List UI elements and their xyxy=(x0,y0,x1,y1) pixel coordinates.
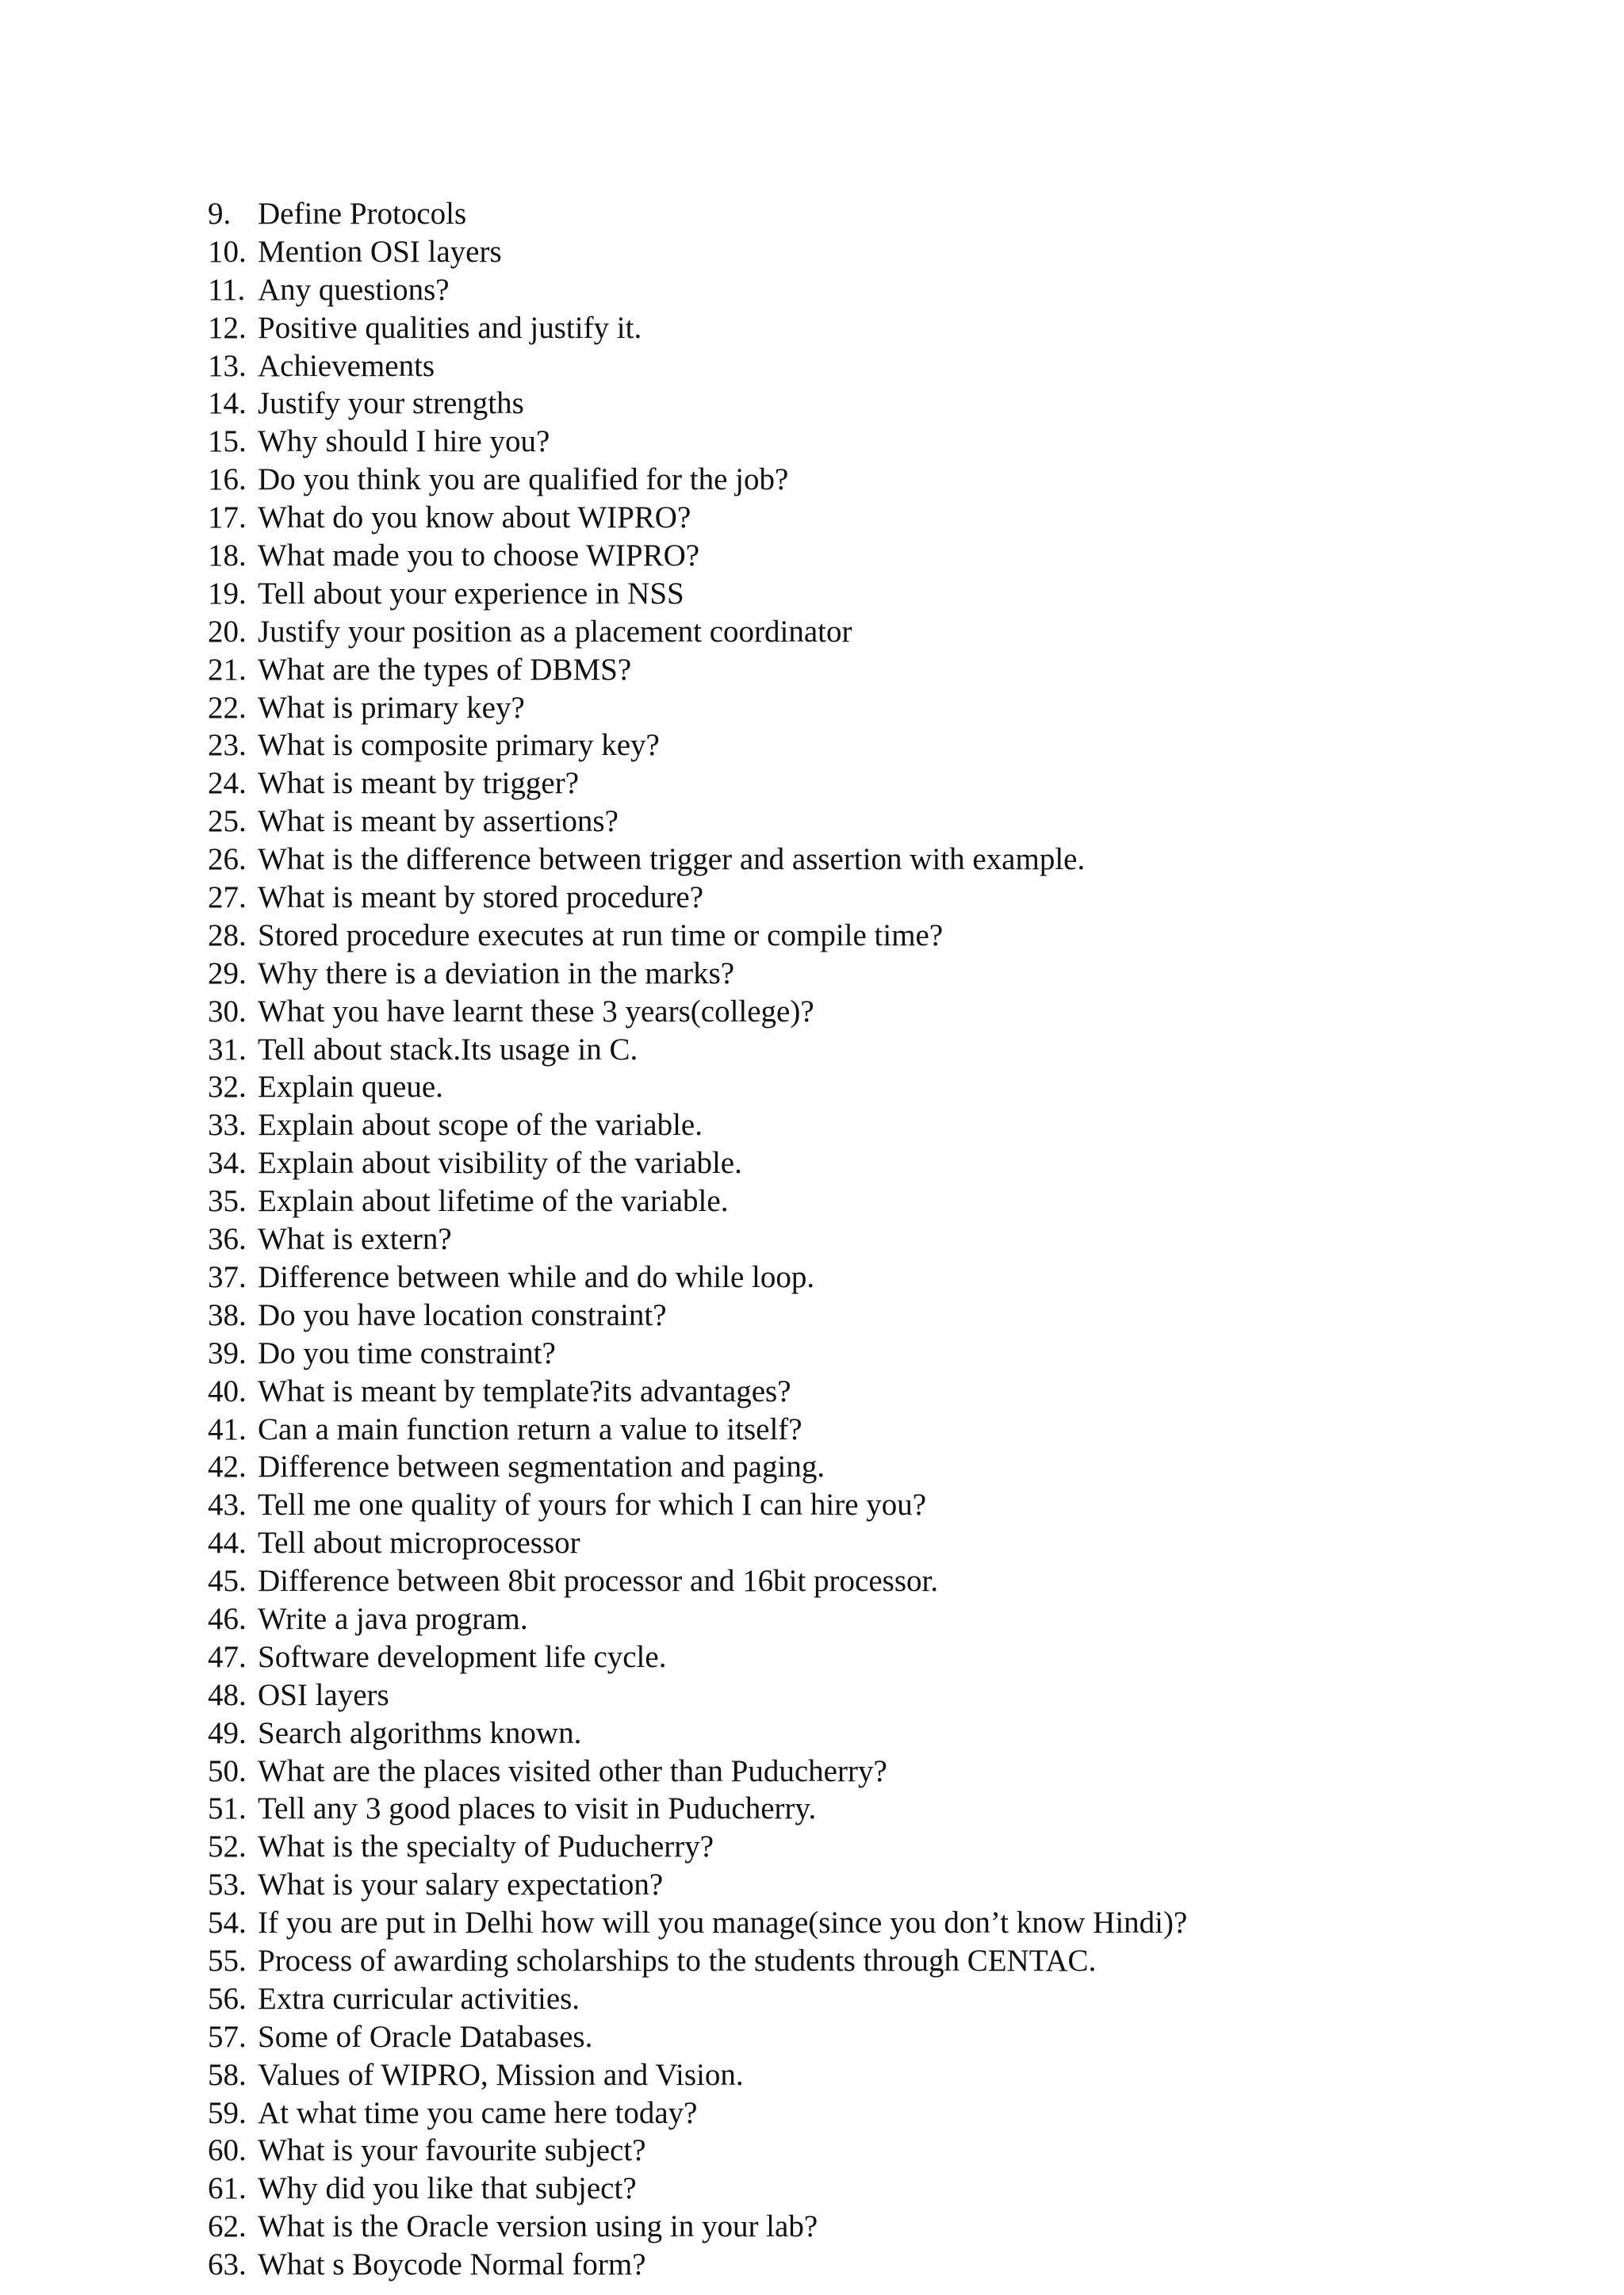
question-number: 32. xyxy=(208,1070,247,1105)
question-number: 36. xyxy=(208,1222,247,1257)
question-text: Define Protocols xyxy=(258,197,467,231)
question-item xyxy=(208,1904,1187,1942)
question-number: 10. xyxy=(208,234,247,269)
question-text: Difference between while and do while loop. xyxy=(258,1259,815,1294)
question-item xyxy=(208,1297,1187,1335)
question-item xyxy=(208,385,1187,423)
question-number: 63. xyxy=(208,2247,247,2282)
question-item xyxy=(208,1259,1187,1297)
question-item xyxy=(208,2132,1187,2170)
question-item xyxy=(208,347,1187,385)
question-text: Some of Oracle Databases. xyxy=(258,2019,593,2054)
question-text: What is composite primary key? xyxy=(258,728,660,763)
question-text: Do you think you are qualified for the job? xyxy=(258,462,789,497)
question-number: 53. xyxy=(208,1868,247,1902)
question-text: What is the Oracle version using in your lab? xyxy=(258,2209,818,2244)
question-number: 62. xyxy=(208,2209,247,2244)
question-item xyxy=(208,537,1187,575)
question-text: What is the specialty of Puducherry? xyxy=(258,1829,714,1864)
question-item xyxy=(208,1790,1187,1828)
question-text: Can a main function return a value to itself? xyxy=(258,1412,802,1446)
question-number: 27. xyxy=(208,880,247,915)
question-number: 56. xyxy=(208,1981,247,2016)
question-item xyxy=(208,2170,1187,2208)
question-item xyxy=(208,2208,1187,2246)
question-item xyxy=(208,689,1187,727)
question-number: 55. xyxy=(208,1943,247,1978)
question-item xyxy=(208,2094,1187,2132)
question-number: 48. xyxy=(208,1677,247,1712)
question-number: 37. xyxy=(208,1259,247,1294)
question-text: Tell any 3 good places to visit in Puducherry. xyxy=(258,1791,817,1826)
question-number: 24. xyxy=(208,766,247,801)
question-number: 25. xyxy=(208,804,247,839)
question-text: Stored procedure executes at run time or compile time? xyxy=(258,918,944,952)
question-number: 47. xyxy=(208,1639,247,1674)
question-item xyxy=(208,1411,1187,1449)
question-number: 52. xyxy=(208,1829,247,1864)
question-item xyxy=(208,271,1187,309)
question-item xyxy=(208,575,1187,613)
question-text: If you are put in Delhi how will you manage(since you don’t know Hindi)? xyxy=(258,1906,1188,1941)
question-item xyxy=(208,1866,1187,1904)
question-number: 34. xyxy=(208,1146,247,1181)
question-item xyxy=(208,651,1187,689)
question-text: What are the places visited other than Puducherry? xyxy=(258,1753,887,1788)
question-number: 9. xyxy=(208,197,232,231)
question-text: Extra curricular activities. xyxy=(258,1981,580,2016)
question-text: Justify your strengths xyxy=(258,386,524,421)
question-text: What is meant by assertions? xyxy=(258,804,619,839)
question-item xyxy=(208,2018,1187,2056)
question-number: 59. xyxy=(208,2095,247,2130)
question-list xyxy=(208,195,1187,2284)
question-text: What you have learnt these 3 years(college)? xyxy=(258,994,814,1029)
question-text: What s Boycode Normal form? xyxy=(258,2247,646,2282)
question-number: 60. xyxy=(208,2133,247,2168)
question-item xyxy=(208,1031,1187,1069)
question-text: Tell about stack.Its usage in C. xyxy=(258,1032,638,1067)
question-text: Do you time constraint? xyxy=(258,1335,556,1370)
question-item xyxy=(208,955,1187,993)
question-item xyxy=(208,309,1187,347)
question-item xyxy=(208,764,1187,803)
question-item xyxy=(208,726,1187,764)
question-item xyxy=(208,841,1187,879)
question-number: 57. xyxy=(208,2019,247,2054)
question-number: 40. xyxy=(208,1374,247,1408)
question-item xyxy=(208,1220,1187,1259)
question-text: Difference between 8bit processor and 16bit processor. xyxy=(258,1564,939,1599)
question-item xyxy=(208,1486,1187,1524)
question-text: What made you to choose WIPRO? xyxy=(258,538,700,573)
question-text: Why did you like that subject? xyxy=(258,2171,637,2206)
question-number: 54. xyxy=(208,1906,247,1941)
question-number: 23. xyxy=(208,728,247,763)
question-text: Any questions? xyxy=(258,272,450,307)
question-item xyxy=(208,499,1187,537)
question-number: 18. xyxy=(208,538,247,573)
question-text: Tell about microprocessor xyxy=(258,1526,580,1561)
question-text: Tell me one quality of yours for which I can hire you? xyxy=(258,1488,927,1523)
question-text: At what time you came here today? xyxy=(258,2095,698,2130)
question-number: 19. xyxy=(208,576,247,611)
question-text: Tell about your experience in NSS xyxy=(258,576,684,611)
question-number: 46. xyxy=(208,1601,247,1636)
question-text: What are the types of DBMS? xyxy=(258,652,632,687)
question-text: What is the difference between trigger and assertion with example. xyxy=(258,842,1086,877)
question-number: 22. xyxy=(208,690,247,725)
question-item xyxy=(208,1600,1187,1638)
question-number: 51. xyxy=(208,1791,247,1826)
question-item xyxy=(208,917,1187,955)
question-number: 21. xyxy=(208,652,247,687)
question-text: Explain queue. xyxy=(258,1070,443,1105)
question-text: Justify your position as a placement coordinator xyxy=(258,614,852,649)
question-text: Why should I hire you? xyxy=(258,424,550,459)
question-item xyxy=(208,1524,1187,1562)
question-number: 26. xyxy=(208,842,247,877)
question-number: 43. xyxy=(208,1488,247,1523)
question-text: What is your salary expectation? xyxy=(258,1868,664,1902)
question-number: 12. xyxy=(208,310,247,345)
question-number: 61. xyxy=(208,2171,247,2206)
question-text: Process of awarding scholarships to the students through CENTAC. xyxy=(258,1943,1097,1978)
question-item xyxy=(208,1562,1187,1600)
question-text: Difference between segmentation and paging. xyxy=(258,1450,825,1485)
question-text: Achievements xyxy=(258,348,435,383)
question-text: What is extern? xyxy=(258,1222,452,1257)
question-number: 31. xyxy=(208,1032,247,1067)
question-item xyxy=(208,613,1187,651)
question-text: What is your favourite subject? xyxy=(258,2133,646,2168)
question-item xyxy=(208,1715,1187,1753)
question-item xyxy=(208,423,1187,461)
question-item xyxy=(208,1980,1187,2018)
question-number: 58. xyxy=(208,2057,247,2092)
question-item xyxy=(208,2246,1187,2284)
question-item xyxy=(208,1676,1187,1715)
question-text: Why there is a deviation in the marks? xyxy=(258,956,735,990)
question-number: 14. xyxy=(208,386,247,421)
question-item xyxy=(208,1638,1187,1676)
question-number: 17. xyxy=(208,500,247,535)
question-item xyxy=(208,2056,1187,2094)
question-number: 35. xyxy=(208,1184,247,1219)
question-number: 39. xyxy=(208,1335,247,1370)
question-number: 11. xyxy=(208,272,246,307)
question-number: 49. xyxy=(208,1715,247,1750)
question-text: What is meant by stored procedure? xyxy=(258,880,704,915)
question-number: 20. xyxy=(208,614,247,649)
question-item xyxy=(208,1828,1187,1866)
question-text: OSI layers xyxy=(258,1677,389,1712)
question-item xyxy=(208,461,1187,499)
question-text: What is primary key? xyxy=(258,690,525,725)
question-number: 29. xyxy=(208,956,247,990)
question-item xyxy=(208,1335,1187,1373)
question-text: Do you have location constraint? xyxy=(258,1297,667,1332)
question-text: Write a java program. xyxy=(258,1601,528,1636)
question-item xyxy=(208,1448,1187,1486)
question-number: 30. xyxy=(208,994,247,1029)
question-text: Values of WIPRO, Mission and Vision. xyxy=(258,2057,744,2092)
question-number: 15. xyxy=(208,424,247,459)
question-item xyxy=(208,1068,1187,1106)
question-text: What is meant by template?its advantages? xyxy=(258,1374,791,1408)
question-number: 44. xyxy=(208,1526,247,1561)
question-item xyxy=(208,1942,1187,1980)
question-text: What is meant by trigger? xyxy=(258,766,580,801)
question-item xyxy=(208,993,1187,1031)
question-item xyxy=(208,233,1187,271)
question-number: 33. xyxy=(208,1108,247,1143)
question-item xyxy=(208,879,1187,917)
question-item xyxy=(208,1106,1187,1144)
question-text: Search algorithms known. xyxy=(258,1715,582,1750)
question-number: 38. xyxy=(208,1297,247,1332)
question-text: Software development life cycle. xyxy=(258,1639,667,1674)
question-text: What do you know about WIPRO? xyxy=(258,500,691,535)
question-number: 41. xyxy=(208,1412,247,1446)
question-text: Explain about lifetime of the variable. xyxy=(258,1184,729,1219)
question-text: Mention OSI layers xyxy=(258,234,502,269)
question-number: 42. xyxy=(208,1450,247,1485)
question-text: Positive qualities and justify it. xyxy=(258,310,642,345)
question-text: Explain about visibility of the variable. xyxy=(258,1146,742,1181)
question-item xyxy=(208,1144,1187,1182)
question-number: 13. xyxy=(208,348,247,383)
question-item xyxy=(208,1753,1187,1791)
question-text: Explain about scope of the variable. xyxy=(258,1108,703,1143)
question-item xyxy=(208,195,1187,233)
question-number: 45. xyxy=(208,1564,247,1599)
question-number: 28. xyxy=(208,918,247,952)
question-item xyxy=(208,1182,1187,1220)
question-number: 16. xyxy=(208,462,247,497)
question-item xyxy=(208,803,1187,841)
question-item xyxy=(208,1373,1187,1411)
question-number: 50. xyxy=(208,1753,247,1788)
